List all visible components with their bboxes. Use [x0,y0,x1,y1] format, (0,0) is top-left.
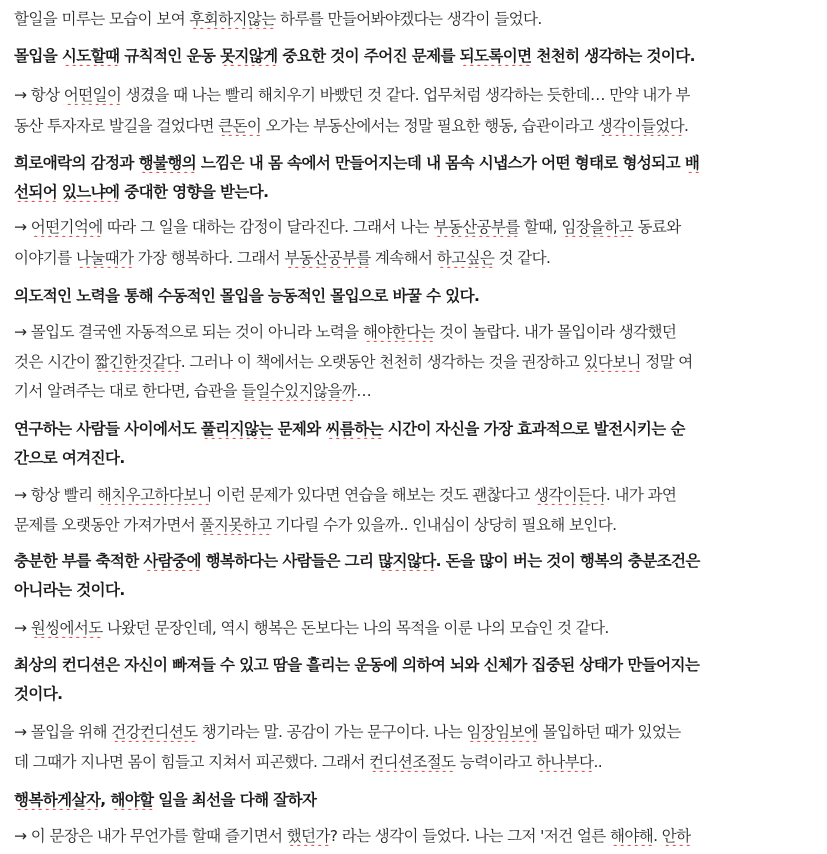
spellcheck-underline: 해야할 [110,791,154,809]
reflection-line: 할일을 미루는 모습이 보여 후회하지않는 하루를 만들어봐야겠다는 생각이 들었다. [14,10,542,28]
spellcheck-underline: 배 [684,154,700,172]
spellcheck-underline: 되도록이면 [459,47,532,65]
spellcheck-underline: 큰돈이 [218,117,262,135]
reflection-line: 것은 시간이 짧긴한것같다. 그러나 이 책에서는 오랫동안 천천히 생각하는 것을 권장하고 있다보니 정말 여 [14,353,693,371]
spellcheck-underline: 생각이들었다 [597,117,684,135]
spellcheck-underline: 씨름하는 [325,420,383,438]
spellcheck-underline: 풀지못하고 [199,516,272,534]
spellcheck-underline: 행복하게살자 [14,791,101,809]
spellcheck-underline: 못지않게 [220,47,278,65]
spellcheck-underline: 후회하지않는 [189,10,276,28]
reflection-line: 기서 알려주는 대로 한다면, 습관을 들일수있지않을까… [14,382,372,400]
spellcheck-underline: 사람중에 [143,552,201,570]
spellcheck-underline: 나눌때가 [75,249,134,267]
spellcheck-underline: 하고싶은 [436,249,495,267]
quote-line: 간으로 여겨진다. [14,449,125,467]
spellcheck-underline: 선되어 [14,183,58,201]
spellcheck-underline: 원씽에서도 [30,619,103,637]
quote-line: 아니라는 것이다. [14,581,125,599]
reflection-line: → 몰입을 위해 건강컨디션도 챙기라는 말. 공감이 가는 문구이다. 나는 임장임보에 몰입하던 때가 있었는 [14,723,681,741]
quote-line: 것이다. [14,685,63,703]
spellcheck-underline: 있느냐에 [61,183,120,201]
spellcheck-underline: 부동산공부를 [284,249,371,267]
spellcheck-underline: 짧긴한것같다 [94,353,181,371]
quote-line: 행복하게살자, 해야할 일을 최선을 다해 잘하자 [14,791,317,809]
reflection-line: → 항상 빨리 해치우고하다보니 이런 문제가 있다면 연습을 해보는 것도 괜찮다고 생각이든다. 내가 과연 [14,486,677,504]
reflection-line: → 이 문장은 내가 무언가를 할때 즐기면서 했던가? 라는 생각이 들었다. 나는 그저 '저건 얼른 해야해. 안하 [14,827,691,845]
spellcheck-underline: 들일수있지않을까 [241,382,357,400]
spellcheck-underline: 해야해 [609,827,654,845]
reflection-line: 데 그때가 지나면 몸이 힘들고 지쳐서 피곤했다. 그래서 컨디션조절도 능력이라고 하나부다.. [14,753,603,771]
spellcheck-underline: 임장을하고 [561,218,634,236]
spellcheck-underline: 했던가 [286,827,330,845]
spellcheck-underline: 건강컨디션도 [111,723,198,741]
spellcheck-underline: 행불행의 [138,154,197,172]
spellcheck-underline: 하나부다 [535,753,594,771]
reflection-line: → 어떤기억에 따라 그 일을 대하는 감정이 달라진다. 그래서 나는 부동산공부를 할때, 임장을하고 동료와 [14,218,681,236]
spellcheck-underline: 어떤일이 [63,86,122,104]
spellcheck-underline: 컨디션조절도 [369,753,456,771]
spellcheck-underline: 어떤기억에 [30,218,103,236]
quote-line: 몰입을 시도할때 규칙적인 운동 못지않게 중요한 것이 주어진 문제를 되도록이면 천천히 생각하는 것이다. [14,47,695,65]
reflection-line: → 원씽에서도 나왔던 문장인데, 역시 행복은 돈보다는 나의 목적을 이룬 나의 모습인 것 같다. [14,619,609,637]
reflection-line: 이야기를 나눌때가 가장 행복하다. 그래서 부동산공부를 계속해서 하고싶은 것 같다. [14,249,551,267]
spellcheck-underline: 임장임보에 [466,723,539,741]
spellcheck-underline: 많지않다 [378,552,436,570]
spellcheck-underline: 풀리지않는 [200,420,273,438]
spellcheck-underline: 있다보니 [583,353,641,371]
spellcheck-underline: 부동산공부를 [433,218,520,236]
spellcheck-underline: 해치우고하다보니 [96,486,212,504]
quote-line: 선되어 있느냐에 중대한 영향을 받는다. [14,183,269,201]
quote-line: 최상의 컨디션은 자신이 빠져들 수 있고 땀을 흘리는 운동에 의하여 뇌와 신체가 집중된 상태가 만들어지는 [14,656,700,674]
quote-line: 연구하는 사람들 사이에서도 풀리지않는 문제와 씨름하는 시간이 자신을 가장 효과적으로 발전시키는 순 [14,420,685,438]
spellcheck-underline: 생각이든다 [533,486,606,504]
quote-line: 충분한 부를 축적한 사람중에 행복하다는 사람들은 그리 많지않다. 돈을 많이 버는 것이 행복의 충분조건은 [14,552,700,570]
reflection-line: 문제를 오랫동안 가져가면서 풀지못하고 기다릴 수가 있을까.. 인내심이 상당히 필요해 보인다. [14,516,617,534]
spellcheck-underline: 안하 [661,827,691,845]
reflection-line: 동산 투자자로 발길을 걸었다면 큰돈이 오가는 부동산에서는 정말 필요한 행동, 습관이라고 생각이들었다. [14,117,689,135]
quote-line: 의도적인 노력을 통해 수동적인 몰입을 능동적인 몰입으로 바꿀 수 있다. [14,287,480,305]
reflection-line: → 항상 어떤일이 생겼을 때 나는 빨리 해치우기 바빴던 것 같다. 업무처럼 생각하는 듯한데… 만약 내가 부 [14,86,690,104]
reflection-line: → 몰입도 결국엔 자동적으로 되는 것이 아니라 노력을 해야한다는 것이 놀랍다. 내가 몰입이라 생각했던 [14,323,677,341]
spellcheck-underline: 해야한다는 [362,323,435,341]
quote-line: 희로애락의 감정과 행불행의 느낌은 내 몸 속에서 만들어지는데 내 몸속 시냅스가 어떤 형태로 형성되고 배 [14,154,700,172]
spellcheck-underline: 시도할때 [61,47,120,65]
